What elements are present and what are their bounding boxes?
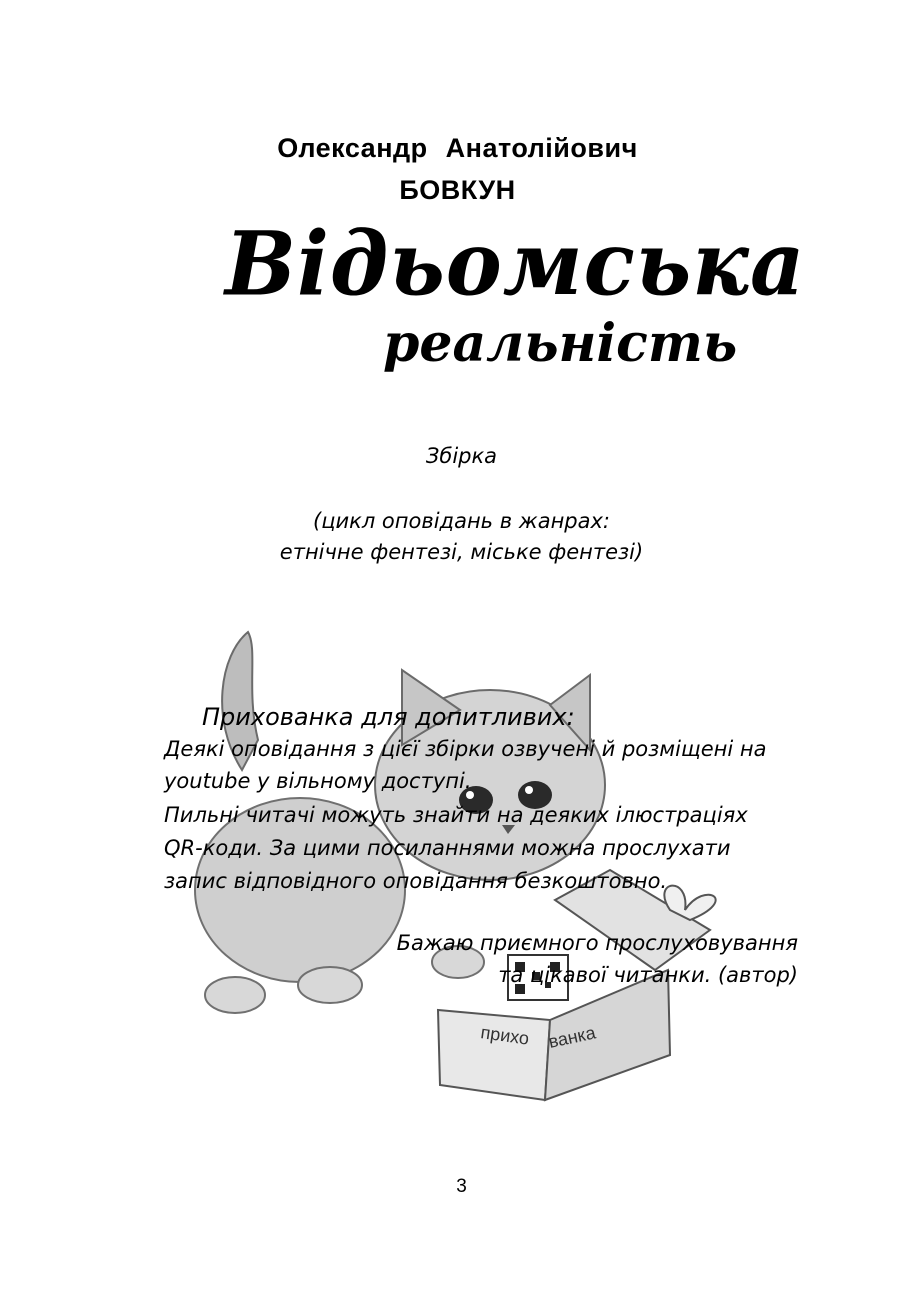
hidden-note-line: QR-коди. За цими посиланнями можна прослухати (164, 836, 731, 860)
hidden-note-line: youtube у вільному доступі. (164, 769, 472, 793)
gift-box-label-right: ванка (546, 1022, 598, 1052)
genres-line: (цикл оповідань в жанрах: (313, 509, 610, 533)
book-title: Відьомська (225, 211, 806, 316)
collection-label: Збірка (425, 444, 498, 468)
book-subtitle: реальність (383, 313, 738, 374)
author-last-name: БОВКУН (399, 175, 516, 205)
author-wish-line: та цікавої читанки. (автор) (498, 963, 798, 987)
hidden-note-line: запис відповідного оповідання безкоштовно. (164, 869, 668, 893)
author-wish-line: Бажаю приємного прослуховування (396, 931, 798, 955)
kitten-paw-front (298, 967, 362, 1003)
genres-line: етнічне фентезі, міське фентезі) (279, 540, 644, 564)
hidden-note-line: Деякі оповідання з цієї збірки озвучені й розміщені на (164, 737, 767, 761)
gift-box-label-left: прихо (479, 1022, 531, 1049)
hidden-note-line: Пильні читачі можуть знайти на деяких ілюстраціях (164, 803, 748, 827)
author-first-names: Олександр Анатолійович (277, 133, 638, 163)
page-number: 3 (456, 1176, 467, 1197)
hidden-note-heading: Прихованка для допитливих: (202, 703, 575, 731)
kitten-paw-left (205, 977, 265, 1013)
